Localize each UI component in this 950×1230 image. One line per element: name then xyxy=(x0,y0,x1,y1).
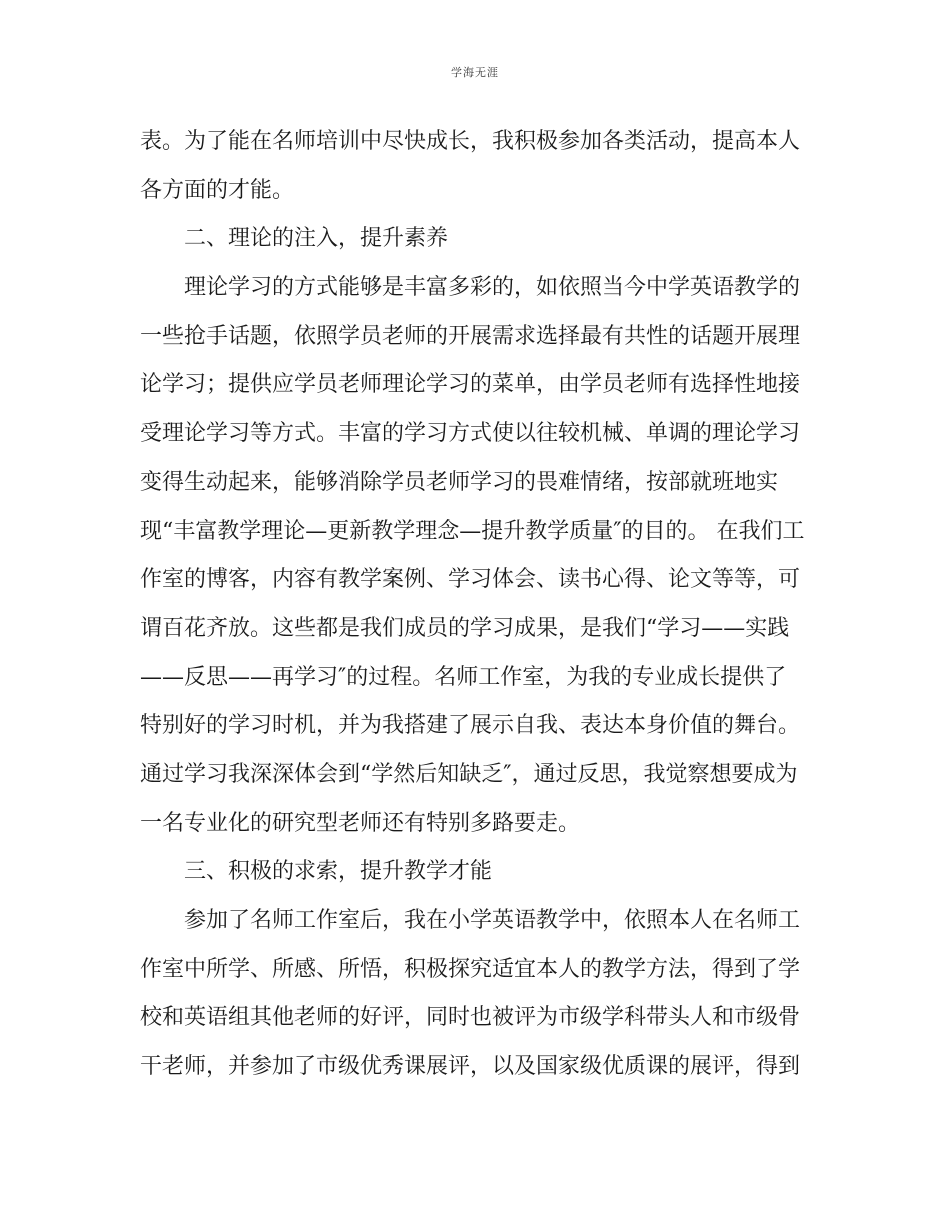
text-line: 参加了名师工作室后，我在小学英语教学中，依照本人在名师工 xyxy=(184,908,801,933)
text-line: 作室中所学、所感、所悟，积极探究适宜本人的教学方法，得到了学 xyxy=(140,956,801,982)
text-line: 现“丰富教学理论—更新教学理念—提升教学质量″的目的。 在我们工 xyxy=(140,518,805,544)
text-line: 谓百花齐放。这些都是我们成员的学习成果，是我们“学习——实践 xyxy=(140,615,790,641)
text-line: 干老师，并参加了市级优秀课展评，以及国家级优质课的展评，得到 xyxy=(140,1054,801,1080)
text-line: 一些抢手话题，依照学员老师的开展需求选择最有共性的话题开展理 xyxy=(140,323,801,349)
text-line: 受理论学习等方式。丰富的学习方式使以往较机械、单调的理论学习 xyxy=(140,421,801,447)
text-line: ——反思——再学习″的过程。名师工作室，为我的专业成长提供了 xyxy=(140,664,787,690)
text-line: 特别好的学习时机，并为我搭建了展示自我、表达本身价值的舞台。 xyxy=(140,713,801,739)
section-heading: 三、积极的求索，提升教学才能 xyxy=(184,859,493,885)
text-line: 通过学习我深深体会到“学然后知缺乏″，通过反思，我觉察想要成为 xyxy=(140,761,798,787)
page-header: 学海无涯 xyxy=(451,66,499,79)
text-line: 校和英语组其他老师的好评，同时也被评为市级学科带头人和市级骨 xyxy=(140,1005,801,1031)
section-heading: 二、理论的注入，提升素养 xyxy=(184,226,449,252)
text-line: 论学习；提供应学员老师理论学习的菜单，由学员老师有选择性地接 xyxy=(140,372,801,398)
document-body xyxy=(140,118,812,1092)
text-line: 各方面的才能。 xyxy=(140,177,295,203)
text-line: 一名专业化的研究型老师还有特别多路要走。 xyxy=(140,810,581,836)
text-line: 作室的博客，内容有教学案例、学习体会、读书心得、论文等等，可 xyxy=(140,567,801,593)
text-line: 理论学习的方式能够是丰富多彩的，如依照当今中学英语教学的 xyxy=(184,275,801,301)
text-line: 表。为了能在名师培训中尽快成长，我积极参加各类活动，提高本人 xyxy=(140,129,801,154)
text-line: 变得生动起来，能够消除学员老师学习的畏难情绪，按部就班地实 xyxy=(140,469,779,495)
